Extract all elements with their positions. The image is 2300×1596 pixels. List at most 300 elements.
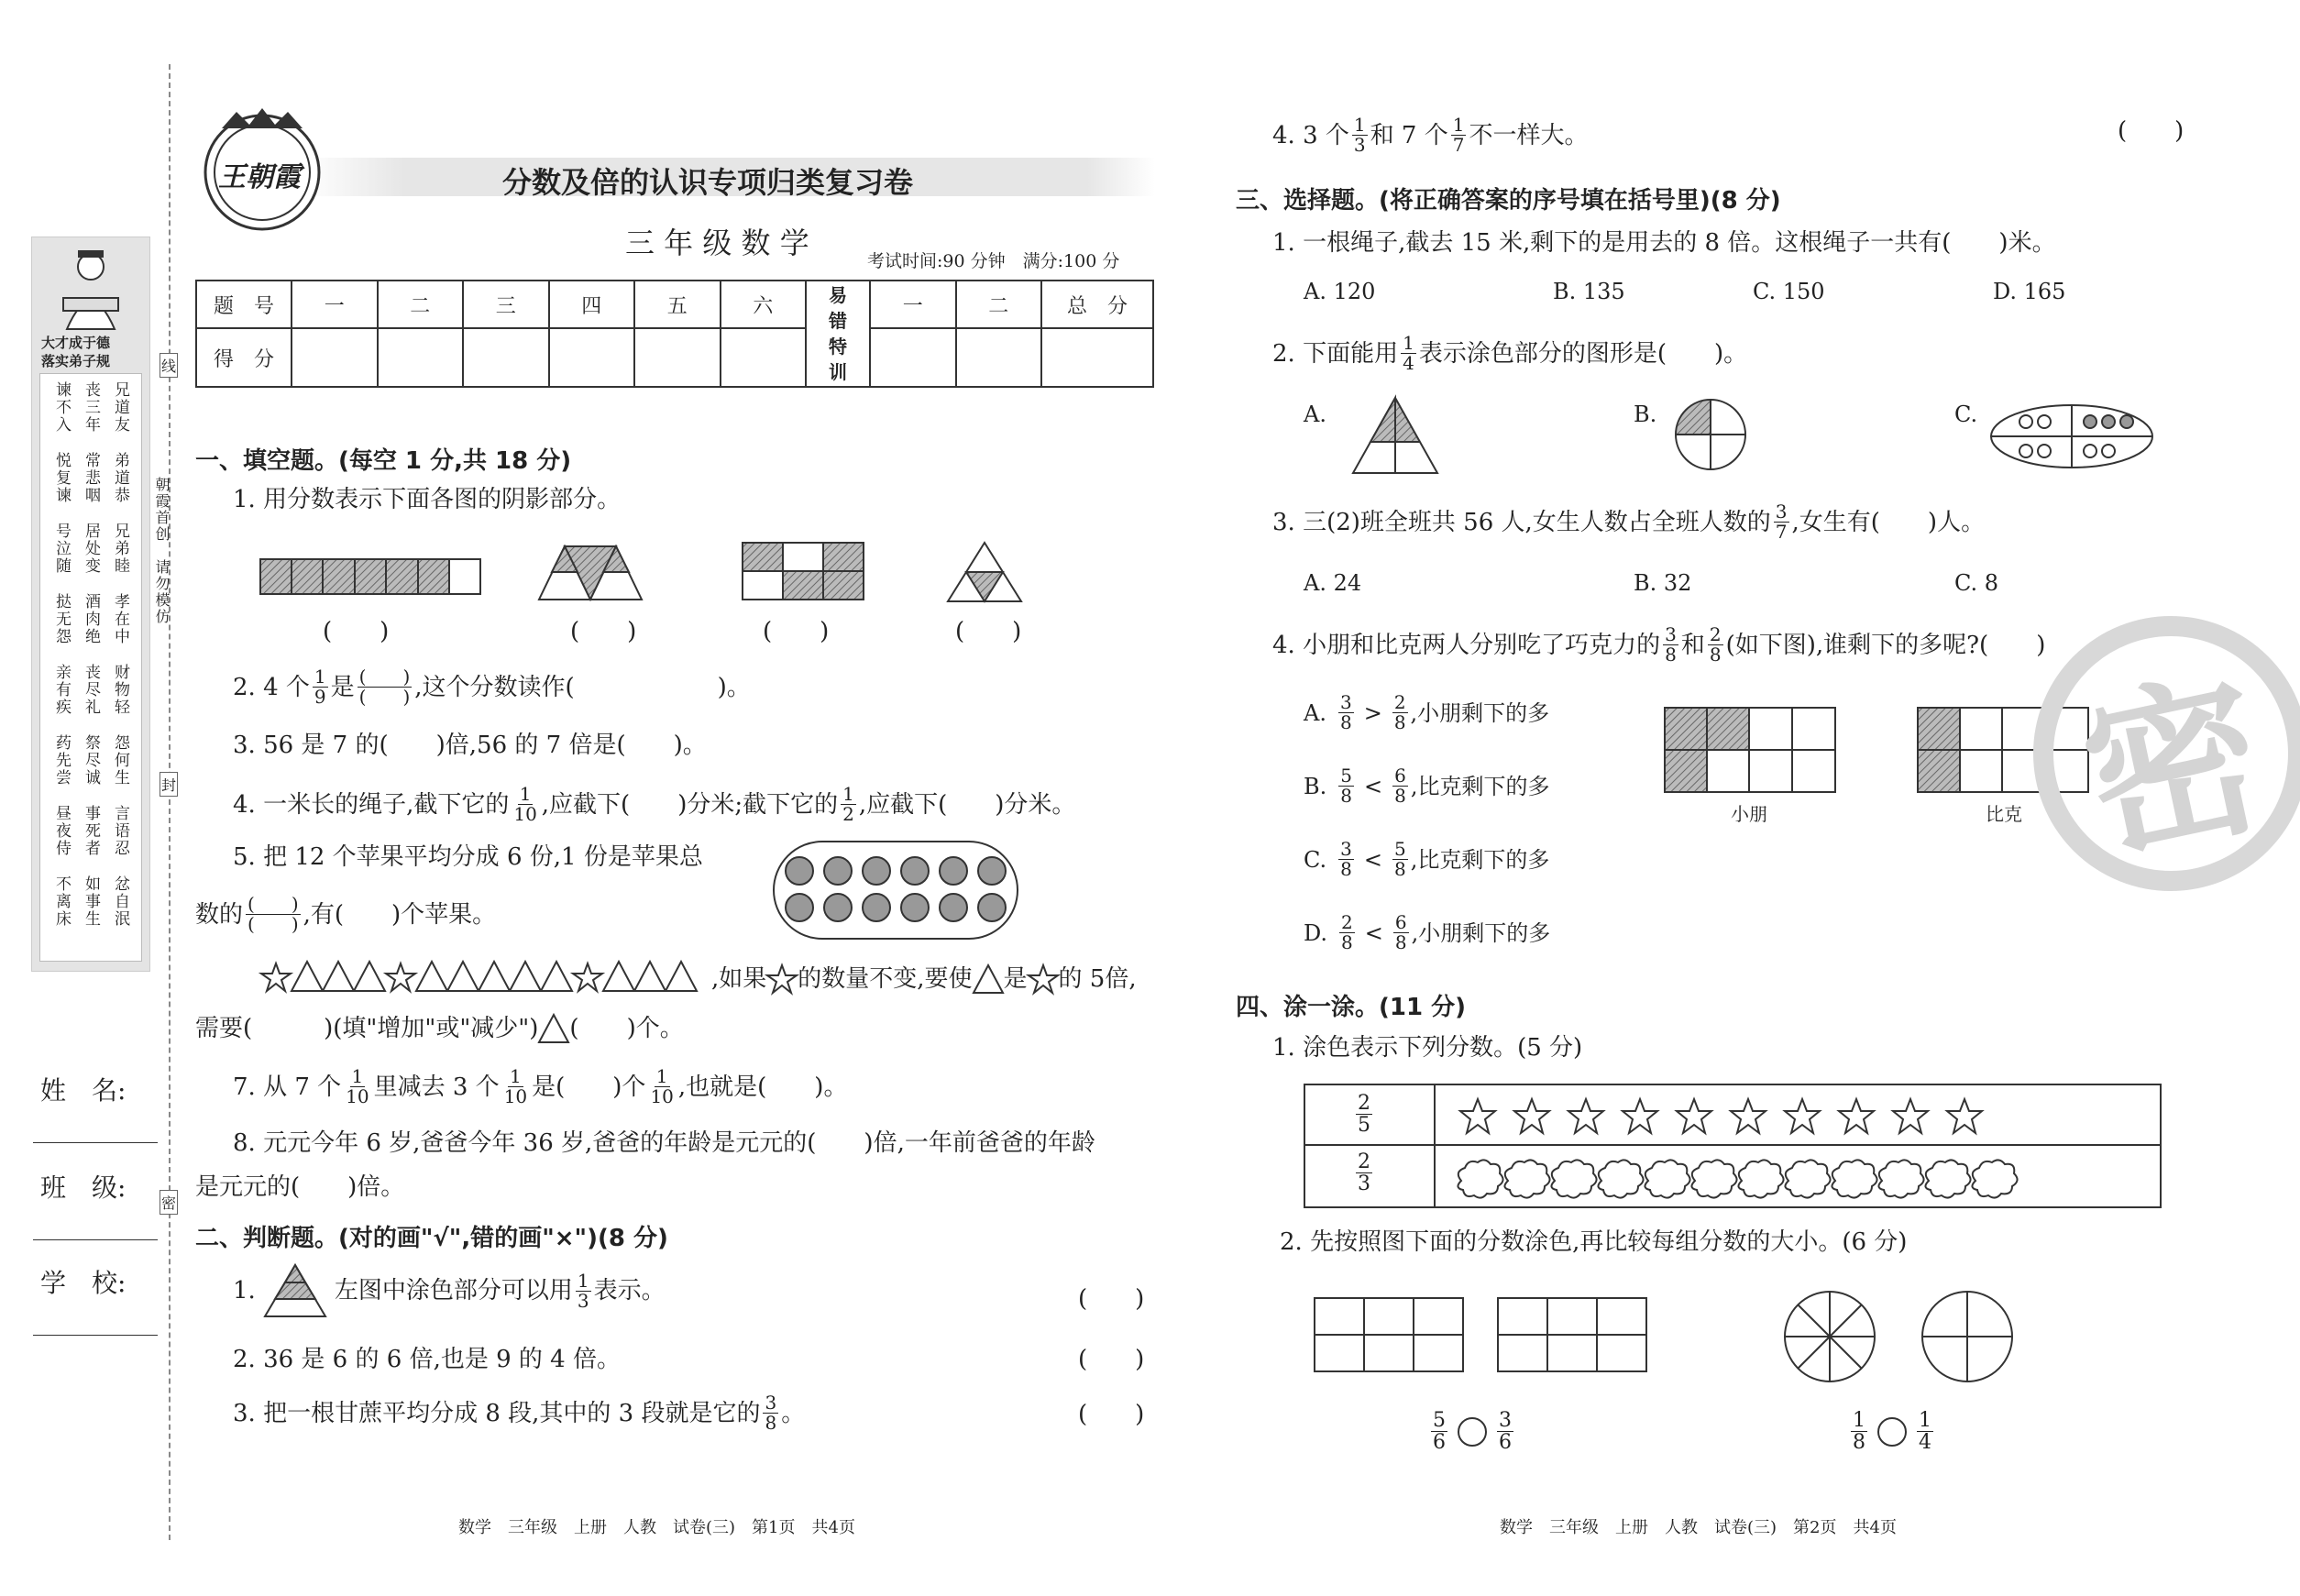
s4-q2: 2. 先按照图下面的分数涂色,再比较每组分数的大小。(6 分) xyxy=(1280,1228,1908,1256)
star-icon[interactable] xyxy=(1568,1099,1603,1133)
star-icon[interactable] xyxy=(1677,1099,1711,1133)
s3-q3-post: ,女生有( )人。 xyxy=(1791,508,1986,536)
score-cell[interactable] xyxy=(870,328,956,387)
scholar-icon xyxy=(54,247,127,329)
label-bike: 比克 xyxy=(1986,803,2022,825)
s1-q6-line2-pre: 需要( )(填"增加"或"减少") xyxy=(195,1015,539,1042)
s2-q3 xyxy=(233,1393,805,1433)
frac-num: 1 xyxy=(842,783,854,805)
poem-column: 谏不入 xyxy=(52,381,71,434)
triangle-icon xyxy=(666,962,697,991)
s2-q1-end: 表示。 xyxy=(593,1277,666,1304)
frac-den: 4 xyxy=(1919,1431,1931,1455)
q6-shapes-row xyxy=(260,959,700,996)
score-cell[interactable] xyxy=(378,328,464,387)
frac-one-quarter xyxy=(1917,1410,1933,1453)
s1-q7-a: 里减去 3 个 xyxy=(373,1073,500,1101)
poem-column: 居处变 xyxy=(82,523,100,575)
score-cell[interactable] xyxy=(634,328,721,387)
star-icon[interactable] xyxy=(1785,1099,1820,1133)
blank-den[interactable]: ( ) xyxy=(248,913,299,935)
option-sign: > xyxy=(1363,699,1382,726)
star-icon[interactable] xyxy=(1731,1099,1766,1133)
stars-row[interactable] xyxy=(1459,1096,2009,1137)
s3-q4 xyxy=(1272,625,2045,665)
poem-column: 言语忍 xyxy=(111,805,129,857)
option-frac-b xyxy=(1393,913,1409,952)
frac-num: 1 xyxy=(519,783,532,805)
name-line[interactable] xyxy=(33,1142,158,1143)
s2-q4-post: 不一样大。 xyxy=(1469,121,1589,149)
triangle-icon xyxy=(538,1014,569,1043)
s1-q6-post4: 的 5倍, xyxy=(1058,965,1137,993)
exam-info: 考试时间:90 分钟 满分:100 分 xyxy=(867,251,1120,271)
score-row-label-1: 题 号 xyxy=(196,281,292,328)
name-label: 姓 名: xyxy=(40,1075,127,1106)
triangle-icon xyxy=(416,962,447,991)
s3-q2-post: 表示涂色部分的图形是( )。 xyxy=(1418,339,1748,368)
option-sign: < xyxy=(1364,773,1383,799)
poem-column: 孝在中 xyxy=(111,593,129,645)
option-text: ,小朋剩下的多 xyxy=(1411,919,1551,946)
score-cell[interactable] xyxy=(549,328,635,387)
sidebar-motto-box xyxy=(31,237,150,972)
frac-den: 10 xyxy=(513,803,537,825)
frac-den: 8 xyxy=(1393,711,1406,733)
rect-grid-3-6[interactable] xyxy=(1496,1296,1648,1373)
option-sign: < xyxy=(1363,846,1382,873)
s1-q3: 3. 56 是 7 的( )倍,56 的 7 倍是( )。 xyxy=(233,732,707,759)
apple-icon xyxy=(940,894,967,921)
triangle-icon xyxy=(973,964,1004,994)
frac-one-third xyxy=(1352,116,1368,155)
frac-num: 1 xyxy=(510,1065,522,1087)
q1-paren-3[interactable]: ( ) xyxy=(763,618,830,645)
frac-den: 9 xyxy=(314,686,326,708)
watermark-seal xyxy=(2033,616,2300,891)
s3-q1-opt-c[interactable]: C. 150 xyxy=(1753,279,1825,304)
s3-q4-post: (如下图),谁剩下的多呢?( ) xyxy=(1725,631,2046,659)
frac-num: 1 xyxy=(351,1065,364,1087)
s2-q2-answer[interactable]: ( ) xyxy=(1078,1346,1145,1373)
s3-q2-circle-figure xyxy=(1674,398,1747,471)
s1-q8-line2: 是元元的( )倍。 xyxy=(195,1173,405,1201)
s1-q2-mid: 是 xyxy=(330,673,355,701)
frac-num: 5 xyxy=(1393,838,1406,860)
cloud-icon[interactable] xyxy=(1645,1160,1689,1197)
apple-icon xyxy=(978,857,1006,885)
score-cell[interactable] xyxy=(292,328,378,387)
star-icon[interactable] xyxy=(1514,1099,1549,1133)
apple-icon xyxy=(940,857,967,885)
s2-q3-pre: 3. 把一根甘蔗平均分成 8 段,其中的 3 段就是它的 xyxy=(233,1399,761,1427)
cloud-icon[interactable] xyxy=(1832,1160,1876,1197)
frac-den: 8 xyxy=(1709,644,1722,666)
frac-three-sixths xyxy=(1497,1410,1513,1453)
star-icon xyxy=(386,963,415,991)
s3-q2-oval-figure xyxy=(1989,403,2154,469)
col-divider xyxy=(1434,1085,1436,1206)
s3-q4-pre: 4. 小朋和比克两人分别吃了巧克力的 xyxy=(1272,631,1661,659)
poem-column: 昼夜侍 xyxy=(52,805,71,857)
frac-num: 1 xyxy=(1853,1409,1865,1432)
score-special xyxy=(806,281,870,387)
frac-one-quarter xyxy=(1401,334,1416,373)
s3-q3-opt-b[interactable]: B. 32 xyxy=(1634,570,1692,596)
circle-quarters[interactable] xyxy=(1920,1289,2015,1384)
s1-q6-post3: 是 xyxy=(1003,965,1028,993)
brand-logo-text: 王朝霞 xyxy=(218,161,301,193)
frac-one-tenth xyxy=(502,1067,529,1106)
q1-paren-4[interactable]: ( ) xyxy=(955,618,1022,645)
poem-column: 财物轻 xyxy=(111,664,129,716)
cloud-icon[interactable] xyxy=(1458,1160,1502,1197)
score-col-2: 二 xyxy=(378,281,464,328)
frac-two-fifths xyxy=(1356,1093,1372,1136)
frac-num: 1 xyxy=(1403,332,1414,354)
frac-one-third xyxy=(576,1271,591,1311)
fold-mark-3: 密 xyxy=(160,1190,178,1215)
option-frac-b xyxy=(1392,840,1408,879)
frac-num: 3 xyxy=(1339,691,1352,713)
frac-num: 3 xyxy=(1499,1409,1512,1432)
frac-one-ninth xyxy=(313,667,328,707)
apple-icon xyxy=(863,894,890,921)
blank-fraction[interactable] xyxy=(358,667,413,707)
frac-den: 8 xyxy=(1339,711,1352,733)
s3-q3-opt-c[interactable]: C. 8 xyxy=(1954,570,1999,596)
poem-column: 弟道恭 xyxy=(111,452,129,504)
triangle-icon xyxy=(323,962,354,991)
s1-q4-post: ,应截下( )分米。 xyxy=(858,790,1076,819)
frac-den: 5 xyxy=(1358,1114,1370,1138)
s1-q5-line2 xyxy=(195,895,496,934)
q1-paren-2[interactable]: ( ) xyxy=(570,618,637,645)
frac-one-eighth xyxy=(1851,1410,1867,1453)
s2-q1-answer[interactable]: ( ) xyxy=(1078,1285,1145,1313)
s1-q7-c: ,也就是( )。 xyxy=(677,1073,848,1101)
frac-five-sixths xyxy=(1431,1410,1447,1453)
s4-q1-table xyxy=(1304,1084,2162,1208)
frac-den: 8 xyxy=(1340,858,1352,880)
compare-circle-icon[interactable] xyxy=(1458,1417,1487,1447)
frac-one-tenth xyxy=(648,1067,675,1106)
frac-num: 1 xyxy=(314,666,326,688)
score-col-5: 五 xyxy=(634,281,721,328)
poem-column: 兄道友 xyxy=(111,381,129,434)
triangle-icon xyxy=(292,962,323,991)
s2-q1-pre: 1. xyxy=(233,1277,256,1304)
poem-column: 常悲咽 xyxy=(82,452,100,504)
s1-q2-pre: 2. 4 个 xyxy=(233,673,310,701)
frac-three-eighths xyxy=(1663,625,1678,665)
s2-q4-answer[interactable]: ( ) xyxy=(2118,117,2184,145)
frac-num: 1 xyxy=(1353,114,1366,136)
frac-den: 3 xyxy=(1358,1172,1370,1196)
score-special-text: 易错特训 xyxy=(829,284,847,383)
star-icon[interactable] xyxy=(1623,1099,1657,1133)
frac-num: 3 xyxy=(1775,501,1788,523)
s1-q6-post1: ,如果 xyxy=(711,965,767,993)
s2-q4-pre: 4. 3 个 xyxy=(1272,121,1349,149)
compare-2 xyxy=(1848,1410,1936,1453)
frac-num: 2 xyxy=(1341,911,1353,933)
s3-q2-opt-b[interactable]: B. xyxy=(1634,402,1657,427)
s2-q1 xyxy=(233,1263,666,1318)
score-col-total: 总 分 xyxy=(1041,281,1153,328)
frac-den: 6 xyxy=(1433,1431,1446,1455)
q1-paren-1[interactable]: ( ) xyxy=(323,618,390,645)
blank-fraction[interactable] xyxy=(246,895,301,934)
class-line[interactable] xyxy=(33,1239,158,1240)
s1-q7 xyxy=(233,1067,847,1106)
s3-q1-opt-d[interactable]: D. 165 xyxy=(1993,279,2066,304)
option-sign: < xyxy=(1364,919,1383,946)
layered-triangle-figure xyxy=(263,1263,327,1318)
s4-q1: 1. 涂色表示下列分数。(5 分) xyxy=(1272,1034,1583,1062)
frac-num: 2 xyxy=(1358,1092,1370,1115)
section3-heading: 三、选择题。(将正确答案的序号填在括号里)(8 分) xyxy=(1236,187,1781,215)
cloud-icon[interactable] xyxy=(1598,1160,1643,1197)
frac-den: 8 xyxy=(1393,858,1406,880)
s3-q3-pre: 3. 三(2)班全班共 56 人,女生人数占全班人数的 xyxy=(1272,508,1771,536)
star-icon xyxy=(766,964,798,994)
s2-q1-post: 左图中涂色部分可以用 xyxy=(334,1277,573,1304)
s3-q3 xyxy=(1272,502,1985,542)
apple-icon xyxy=(863,857,890,885)
blank-den[interactable]: ( ) xyxy=(358,686,411,708)
score-cell[interactable] xyxy=(1041,328,1153,387)
circle-eighths[interactable] xyxy=(1782,1289,1877,1384)
cloud-icon[interactable] xyxy=(1504,1160,1549,1197)
s1-q2-post: ,这个分数读作( )。 xyxy=(414,673,751,701)
frac-num: 1 xyxy=(1452,114,1465,136)
frac-den: 8 xyxy=(1665,644,1677,666)
compare-1 xyxy=(1428,1410,1516,1453)
poem-column: 酒肉绝 xyxy=(82,593,100,645)
s3-q4-option[interactable] xyxy=(1304,693,1549,732)
frac-one-tenth xyxy=(512,785,538,824)
cloud-icon[interactable] xyxy=(1785,1160,1830,1197)
option-frac-a xyxy=(1338,840,1354,879)
footer-left: 数学 三年级 上册 人教 试卷(三) 第1页 共4页 xyxy=(458,1518,855,1537)
poem-column: 号泣随 xyxy=(52,523,71,575)
s1-q4-pre: 4. 一米长的绳子,截下它的 xyxy=(233,790,510,819)
s3-q2-opt-c[interactable]: C. xyxy=(1954,402,1978,427)
frac-two-eighths xyxy=(1708,625,1723,665)
s2-q4 xyxy=(1272,116,1588,155)
compare-circle-icon[interactable] xyxy=(1877,1417,1907,1447)
blank-num[interactable]: ( ) xyxy=(358,666,411,688)
frac-den: 8 xyxy=(1394,931,1407,953)
triangle-icon xyxy=(541,962,572,991)
s1-q6-line1 xyxy=(711,964,1137,994)
s3-q2-triangle-figure xyxy=(1349,394,1441,477)
apple-icon xyxy=(786,894,813,921)
triangle-icon xyxy=(510,962,541,991)
option-frac-a xyxy=(1338,766,1354,806)
s2-q3-end: 。 xyxy=(781,1399,806,1427)
star-icon xyxy=(261,963,291,991)
frac-den: 8 xyxy=(765,1412,777,1434)
motto-bottom: 落实弟子规 xyxy=(41,353,111,369)
poem-column: 丧三年 xyxy=(82,381,100,434)
poem-box xyxy=(39,373,142,962)
star-icon[interactable] xyxy=(1947,1099,1982,1133)
cloud-icon[interactable] xyxy=(1738,1160,1783,1197)
apple-icon xyxy=(786,857,813,885)
frac-den: 2 xyxy=(842,803,854,825)
frac-num: 5 xyxy=(1433,1409,1446,1432)
fold-mark-2: 封 xyxy=(160,772,178,797)
q1-figure-triangles xyxy=(537,545,647,601)
s3-q4-option[interactable] xyxy=(1304,840,1549,879)
s3-q2-pre: 2. 下面能用 xyxy=(1272,339,1399,368)
option-frac-b xyxy=(1392,766,1408,806)
cloud-icon[interactable] xyxy=(1551,1160,1596,1197)
star-icon[interactable] xyxy=(1460,1099,1495,1133)
section4-heading: 四、涂一涂。(11 分) xyxy=(1236,994,1466,1021)
watermark-text: 密 xyxy=(2067,650,2281,886)
apple-icon xyxy=(824,894,852,921)
frac-num: 2 xyxy=(1393,691,1406,713)
cloud-icon[interactable] xyxy=(1925,1160,1970,1197)
apple-icon xyxy=(824,857,852,885)
option-letter: A. xyxy=(1304,699,1326,726)
q1-figure-triangle xyxy=(946,541,1023,603)
score-col-1: 一 xyxy=(292,281,378,328)
poem-column: 如事生 xyxy=(82,875,100,928)
poem-column: 丧尽礼 xyxy=(82,664,100,716)
frac-num: 1 xyxy=(1919,1409,1931,1432)
cloud-icon[interactable] xyxy=(1972,1160,2017,1197)
star-icon[interactable] xyxy=(1839,1099,1874,1133)
frac-num: 3 xyxy=(765,1392,777,1414)
star-icon[interactable] xyxy=(1893,1099,1928,1133)
s1-q5-pre: 数的 xyxy=(195,900,244,929)
s1-q6-line2 xyxy=(195,1014,684,1043)
motto-top: 大才成于德 xyxy=(41,335,111,351)
frac-num: 6 xyxy=(1394,765,1406,787)
frac-den: 7 xyxy=(1775,521,1788,543)
triangle-icon xyxy=(354,962,385,991)
s1-q6-post2: 的数量不变,要使 xyxy=(798,965,973,993)
page-title: 分数及倍的认识专项归类复习卷 xyxy=(502,165,914,200)
score-cell[interactable] xyxy=(463,328,549,387)
apple-icon xyxy=(978,894,1006,921)
s3-q1-opt-b[interactable]: B. 135 xyxy=(1553,279,1625,304)
q1-figure-strip xyxy=(260,557,480,598)
poem-column: 亲有疾 xyxy=(52,664,71,716)
option-frac-b xyxy=(1392,693,1408,732)
frac-three-sevenths xyxy=(1774,502,1789,542)
frac-den: 10 xyxy=(503,1085,528,1107)
apple-icon xyxy=(901,894,929,921)
s3-q4-option[interactable] xyxy=(1304,913,1550,952)
s1-q5-post: ,有( )个苹果。 xyxy=(303,900,497,929)
option-letter: D. xyxy=(1304,919,1328,946)
frac-num: 6 xyxy=(1394,911,1407,933)
poem-column: 事死者 xyxy=(82,805,100,857)
clouds-row[interactable] xyxy=(1456,1159,2024,1195)
poem-column: 挞无怨 xyxy=(52,593,71,645)
score-row-label-2: 得 分 xyxy=(196,328,292,387)
option-frac-a xyxy=(1338,693,1354,732)
s3-q3-opt-a[interactable]: A. 24 xyxy=(1304,570,1362,596)
frac-den: 7 xyxy=(1452,134,1465,156)
apple-icon xyxy=(901,857,929,885)
s1-q6-line2-post: ( )个。 xyxy=(569,1015,684,1042)
frac-num: 2 xyxy=(1709,623,1722,645)
poem-column: 怨何生 xyxy=(111,734,129,787)
s3-q1-opt-a[interactable]: A. 120 xyxy=(1304,279,1376,304)
poem-column: 药先尝 xyxy=(52,734,71,787)
triangle-icon xyxy=(634,962,666,991)
poem-column: 不离床 xyxy=(52,875,71,928)
cloud-icon[interactable] xyxy=(1691,1160,1736,1197)
frac-den: 3 xyxy=(577,1289,589,1312)
s2-q4-mid: 和 7 个 xyxy=(1370,121,1448,149)
s2-q3-answer[interactable]: ( ) xyxy=(1078,1401,1145,1428)
xiaopeng-chocolate xyxy=(1663,706,1837,794)
fold-mark-1: 线 xyxy=(160,353,178,378)
score-col-3: 三 xyxy=(463,281,549,328)
score-col-4: 四 xyxy=(549,281,635,328)
frac-one-seventh xyxy=(1451,116,1467,155)
blank-num[interactable]: ( ) xyxy=(248,893,299,915)
page-subtitle: 三 年 级 数 学 xyxy=(625,226,809,260)
frac-num: 3 xyxy=(1665,623,1677,645)
frac-den: 8 xyxy=(1394,785,1406,807)
option-frac-a xyxy=(1339,913,1355,952)
frac-den: 8 xyxy=(1340,785,1352,807)
frac-num: 2 xyxy=(1358,1150,1370,1173)
frac-den: 3 xyxy=(1353,134,1366,156)
footer-right: 数学 三年级 上册 人教 试卷(三) 第2页 共4页 xyxy=(1500,1518,1897,1537)
triangle-icon xyxy=(479,962,510,991)
frac-den: 10 xyxy=(346,1085,369,1107)
s1-q7-b: 是( )个 xyxy=(532,1073,646,1101)
school-line[interactable] xyxy=(33,1335,158,1336)
score-cell[interactable] xyxy=(721,328,807,387)
s1-q8-line1: 8. 元元今年 6 岁,爸爸今年 36 岁,爸爸的年龄是元元的( )倍,一年前爸爸的年龄 xyxy=(233,1129,1095,1157)
cloud-icon[interactable] xyxy=(1878,1160,1923,1197)
score-col-8: 二 xyxy=(956,281,1042,328)
star-icon xyxy=(573,963,602,991)
s3-q2 xyxy=(1272,334,1747,373)
frac-den: 8 xyxy=(1853,1431,1865,1455)
s1-q5-line1: 5. 把 12 个苹果平均分成 6 份,1 份是苹果总 xyxy=(233,843,703,871)
s2-q2: 2. 36 是 6 的 6 倍,也是 9 的 4 倍。 xyxy=(233,1346,621,1373)
s1-q4-mid: ,应截下( )分米;截下它的 xyxy=(541,790,839,819)
frac-two-thirds xyxy=(1356,1151,1372,1194)
section2-heading: 二、判断题。(对的画"√",错的画"×")(8 分) xyxy=(195,1225,668,1252)
s3-q4-option[interactable] xyxy=(1304,766,1549,806)
frac-three-eighths xyxy=(763,1393,778,1433)
score-cell[interactable] xyxy=(956,328,1042,387)
poem-grid xyxy=(46,381,138,950)
score-col-7: 一 xyxy=(870,281,956,328)
s1-q4 xyxy=(233,785,1075,824)
s3-q2-opt-a[interactable]: A. xyxy=(1304,402,1326,427)
rect-grid-5-6[interactable] xyxy=(1313,1296,1465,1373)
option-letter: C. xyxy=(1304,846,1327,873)
s1-q2 xyxy=(233,667,751,707)
fold-line xyxy=(169,64,171,1540)
option-text: ,比克剩下的多 xyxy=(1410,846,1550,873)
section1-heading: 一、填空题。(每空 1 分,共 18 分) xyxy=(195,447,572,475)
poem-column: 悦复谏 xyxy=(52,452,71,504)
